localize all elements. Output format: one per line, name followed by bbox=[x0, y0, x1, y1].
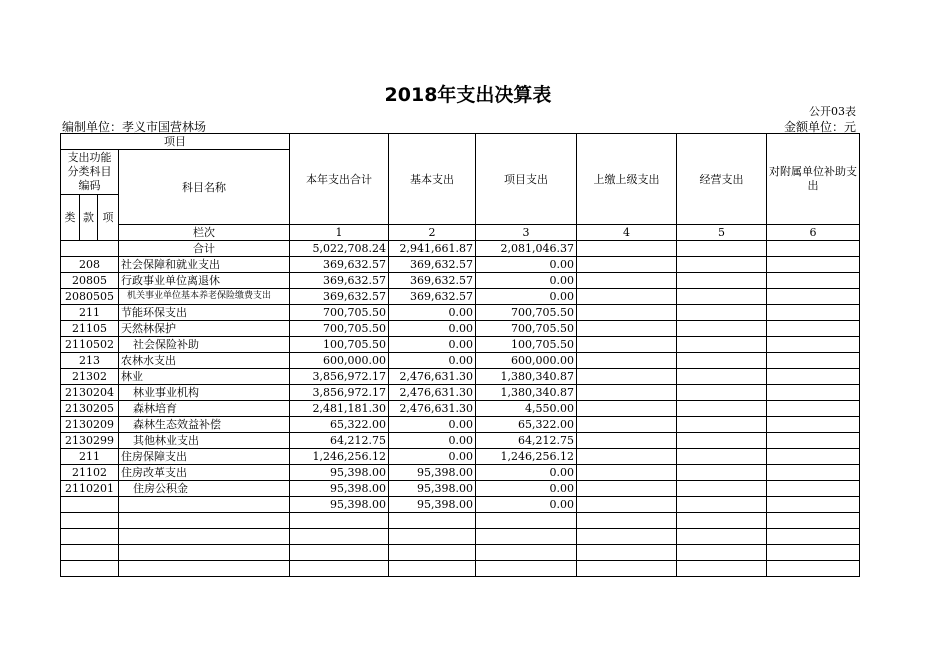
empty-cell bbox=[767, 465, 860, 481]
row-basic: 0.00 bbox=[389, 337, 476, 353]
row-subject-name: 森林培育 bbox=[119, 401, 290, 417]
row-basic: 0.00 bbox=[389, 449, 476, 465]
row-basic: 2,476,631.30 bbox=[389, 401, 476, 417]
row-project: 0.00 bbox=[476, 465, 577, 481]
row-total: 369,632.57 bbox=[290, 257, 389, 273]
amount-unit: 金额单位：元 bbox=[783, 120, 856, 134]
empty-cell bbox=[767, 385, 860, 401]
empty-cell bbox=[577, 369, 677, 385]
empty-cell bbox=[119, 561, 290, 577]
table-row bbox=[61, 305, 860, 321]
header-subject-name: 科目名称 bbox=[119, 150, 290, 225]
row-basic: 0.00 bbox=[389, 433, 476, 449]
row-basic: 369,632.57 bbox=[389, 289, 476, 305]
row-code: 208 bbox=[61, 257, 119, 273]
row-total: 369,632.57 bbox=[290, 273, 389, 289]
row-subject-name: 其他林业支出 bbox=[119, 433, 290, 449]
empty-cell bbox=[290, 513, 389, 529]
row-subject-name bbox=[119, 497, 290, 513]
row-code: 2130204 bbox=[61, 385, 119, 401]
row-subject-name: 林业事业机构 bbox=[119, 385, 290, 401]
empty-cell bbox=[290, 529, 389, 545]
row-project: 4,550.00 bbox=[476, 401, 577, 417]
empty-cell bbox=[677, 497, 767, 513]
header-project: 项目 bbox=[61, 134, 290, 150]
blank-row bbox=[61, 529, 860, 545]
empty-cell bbox=[577, 273, 677, 289]
empty-cell bbox=[61, 545, 119, 561]
row-total: 95,398.00 bbox=[290, 497, 389, 513]
row-total: 3,856,972.17 bbox=[290, 385, 389, 401]
row-basic: 2,476,631.30 bbox=[389, 369, 476, 385]
col-num: 3 bbox=[476, 225, 577, 241]
empty-cell bbox=[61, 513, 119, 529]
empty-cell bbox=[767, 513, 860, 529]
row-subject-name: 农林水支出 bbox=[119, 353, 290, 369]
row-basic: 369,632.57 bbox=[389, 257, 476, 273]
header-kuan: 款 bbox=[80, 195, 98, 241]
empty-cell bbox=[577, 305, 677, 321]
row-total: 64,212.75 bbox=[290, 433, 389, 449]
expenditure-table bbox=[60, 133, 860, 577]
table-row bbox=[61, 401, 860, 417]
empty-cell bbox=[677, 305, 767, 321]
empty-cell bbox=[577, 353, 677, 369]
empty-cell bbox=[767, 257, 860, 273]
empty-cell bbox=[389, 561, 476, 577]
empty-cell bbox=[577, 433, 677, 449]
empty-cell bbox=[61, 529, 119, 545]
table-row bbox=[61, 449, 860, 465]
row-subject-name: 社会保险补助 bbox=[119, 337, 290, 353]
empty-cell bbox=[577, 289, 677, 305]
empty-cell bbox=[767, 273, 860, 289]
empty-cell bbox=[577, 513, 677, 529]
header-total: 本年支出合计 bbox=[290, 134, 389, 225]
empty-cell bbox=[677, 529, 767, 545]
blank-row bbox=[61, 561, 860, 577]
row-code: 211 bbox=[61, 449, 119, 465]
row-project: 100,705.50 bbox=[476, 337, 577, 353]
row-project: 0.00 bbox=[476, 289, 577, 305]
total-project: 2,081,046.37 bbox=[476, 241, 577, 257]
table-row bbox=[61, 385, 860, 401]
empty-cell bbox=[389, 513, 476, 529]
row-project: 700,705.50 bbox=[476, 321, 577, 337]
row-subject-name: 森林生态效益补偿 bbox=[119, 417, 290, 433]
header-lei: 类 bbox=[61, 195, 80, 241]
empty-cell bbox=[677, 561, 767, 577]
empty-cell bbox=[677, 385, 767, 401]
row-project: 1,380,340.87 bbox=[476, 369, 577, 385]
empty-cell bbox=[767, 481, 860, 497]
empty-cell bbox=[577, 529, 677, 545]
empty-cell bbox=[767, 497, 860, 513]
empty-cell bbox=[767, 353, 860, 369]
empty-cell bbox=[677, 241, 767, 257]
row-basic: 0.00 bbox=[389, 353, 476, 369]
row-total: 700,705.50 bbox=[290, 305, 389, 321]
row-basic: 2,476,631.30 bbox=[389, 385, 476, 401]
empty-cell bbox=[577, 321, 677, 337]
row-total: 3,856,972.17 bbox=[290, 369, 389, 385]
row-subject-name: 天然林保护 bbox=[119, 321, 290, 337]
header-column-order: 栏次 bbox=[119, 225, 290, 241]
row-code: 2110502 bbox=[61, 337, 119, 353]
total-code-cell bbox=[61, 241, 119, 257]
empty-cell bbox=[677, 321, 767, 337]
row-total: 100,705.50 bbox=[290, 337, 389, 353]
row-subject-name: 住房改革支出 bbox=[119, 465, 290, 481]
row-code bbox=[61, 497, 119, 513]
empty-cell bbox=[767, 529, 860, 545]
row-project: 65,322.00 bbox=[476, 417, 577, 433]
empty-cell bbox=[577, 497, 677, 513]
row-code: 21102 bbox=[61, 465, 119, 481]
table-row bbox=[61, 353, 860, 369]
row-project: 0.00 bbox=[476, 497, 577, 513]
empty-cell bbox=[767, 321, 860, 337]
empty-cell bbox=[767, 545, 860, 561]
empty-cell bbox=[577, 545, 677, 561]
table-row bbox=[61, 337, 860, 353]
row-code: 2130205 bbox=[61, 401, 119, 417]
row-project: 0.00 bbox=[476, 273, 577, 289]
row-subject-name: 林业 bbox=[119, 369, 290, 385]
empty-cell bbox=[677, 401, 767, 417]
empty-cell bbox=[577, 417, 677, 433]
empty-cell bbox=[119, 529, 290, 545]
empty-cell bbox=[290, 561, 389, 577]
empty-cell bbox=[767, 289, 860, 305]
header-project-expense: 项目支出 bbox=[476, 134, 577, 225]
page-title: 2018年支出决算表 bbox=[384, 84, 552, 106]
table-row bbox=[61, 433, 860, 449]
empty-cell bbox=[767, 305, 860, 321]
row-code: 20805 bbox=[61, 273, 119, 289]
empty-cell bbox=[767, 401, 860, 417]
empty-cell bbox=[677, 465, 767, 481]
empty-cell bbox=[767, 561, 860, 577]
total-basic: 2,941,661.87 bbox=[389, 241, 476, 257]
table-row bbox=[61, 257, 860, 273]
header-basic: 基本支出 bbox=[389, 134, 476, 225]
compiling-unit: 编制单位：孝义市国营林场 bbox=[62, 120, 207, 134]
form-number: 公开03表 bbox=[809, 105, 856, 118]
col-num: 1 bbox=[290, 225, 389, 241]
empty-cell bbox=[577, 241, 677, 257]
header-superior: 上缴上级支出 bbox=[577, 134, 677, 225]
row-project: 600,000.00 bbox=[476, 353, 577, 369]
empty-cell bbox=[577, 257, 677, 273]
row-code: 211 bbox=[61, 305, 119, 321]
empty-cell bbox=[577, 465, 677, 481]
empty-cell bbox=[767, 241, 860, 257]
empty-cell bbox=[577, 401, 677, 417]
row-subject-name: 节能环保支出 bbox=[119, 305, 290, 321]
empty-cell bbox=[767, 337, 860, 353]
empty-cell bbox=[677, 513, 767, 529]
empty-cell bbox=[677, 449, 767, 465]
empty-cell bbox=[677, 289, 767, 305]
empty-cell bbox=[677, 433, 767, 449]
row-code: 21105 bbox=[61, 321, 119, 337]
header-business: 经营支出 bbox=[677, 134, 767, 225]
row-basic: 95,398.00 bbox=[389, 481, 476, 497]
row-basic: 0.00 bbox=[389, 321, 476, 337]
row-total: 700,705.50 bbox=[290, 321, 389, 337]
row-total: 95,398.00 bbox=[290, 465, 389, 481]
empty-cell bbox=[677, 337, 767, 353]
table-row bbox=[61, 417, 860, 433]
empty-cell bbox=[476, 529, 577, 545]
row-project: 0.00 bbox=[476, 257, 577, 273]
row-basic: 0.00 bbox=[389, 417, 476, 433]
empty-cell bbox=[389, 545, 476, 561]
empty-cell bbox=[61, 561, 119, 577]
row-total: 65,322.00 bbox=[290, 417, 389, 433]
table-row bbox=[61, 497, 860, 513]
row-code: 2110201 bbox=[61, 481, 119, 497]
row-basic: 369,632.57 bbox=[389, 273, 476, 289]
empty-cell bbox=[767, 433, 860, 449]
empty-cell bbox=[577, 481, 677, 497]
empty-cell bbox=[677, 273, 767, 289]
empty-cell bbox=[577, 337, 677, 353]
table-row bbox=[61, 465, 860, 481]
empty-cell bbox=[577, 385, 677, 401]
row-subject-name: 行政事业单位离退休 bbox=[119, 273, 290, 289]
empty-cell bbox=[677, 545, 767, 561]
col-num: 5 bbox=[677, 225, 767, 241]
empty-cell bbox=[677, 481, 767, 497]
row-code: 21302 bbox=[61, 369, 119, 385]
table-row bbox=[61, 369, 860, 385]
row-basic: 0.00 bbox=[389, 305, 476, 321]
empty-cell bbox=[677, 257, 767, 273]
empty-cell bbox=[290, 545, 389, 561]
empty-cell bbox=[677, 353, 767, 369]
row-basic: 95,398.00 bbox=[389, 465, 476, 481]
col-num: 2 bbox=[389, 225, 476, 241]
empty-cell bbox=[767, 369, 860, 385]
col-num: 6 bbox=[767, 225, 860, 241]
empty-cell bbox=[677, 369, 767, 385]
header-subsidy: 对附属单位补助支出 bbox=[767, 134, 860, 225]
row-code: 2130299 bbox=[61, 433, 119, 449]
row-total: 369,632.57 bbox=[290, 289, 389, 305]
row-code: 2080505 bbox=[61, 289, 119, 305]
row-total: 1,246,256.12 bbox=[290, 449, 389, 465]
row-subject-name: 住房保障支出 bbox=[119, 449, 290, 465]
empty-cell bbox=[476, 513, 577, 529]
header-xiang: 项 bbox=[98, 195, 119, 241]
row-project: 0.00 bbox=[476, 481, 577, 497]
row-project: 700,705.50 bbox=[476, 305, 577, 321]
row-basic: 95,398.00 bbox=[389, 497, 476, 513]
row-code: 2130209 bbox=[61, 417, 119, 433]
blank-row bbox=[61, 513, 860, 529]
empty-cell bbox=[389, 529, 476, 545]
empty-cell bbox=[677, 417, 767, 433]
row-code: 213 bbox=[61, 353, 119, 369]
table-row bbox=[61, 481, 860, 497]
empty-cell bbox=[577, 561, 677, 577]
table-row bbox=[61, 321, 860, 337]
empty-cell bbox=[767, 449, 860, 465]
row-subject-name: 社会保障和就业支出 bbox=[119, 257, 290, 273]
row-total: 95,398.00 bbox=[290, 481, 389, 497]
col-num: 4 bbox=[577, 225, 677, 241]
row-total: 600,000.00 bbox=[290, 353, 389, 369]
total-label: 合计 bbox=[119, 241, 290, 257]
table-row bbox=[61, 273, 860, 289]
blank-row bbox=[61, 545, 860, 561]
row-project: 1,246,256.12 bbox=[476, 449, 577, 465]
row-project: 64,212.75 bbox=[476, 433, 577, 449]
row-project: 1,380,340.87 bbox=[476, 385, 577, 401]
empty-cell bbox=[476, 561, 577, 577]
empty-cell bbox=[119, 513, 290, 529]
row-total: 2,481,181.30 bbox=[290, 401, 389, 417]
empty-cell bbox=[119, 545, 290, 561]
row-subject-name: 机关事业单位基本养老保险缴费支出 bbox=[119, 289, 290, 305]
header-func-code: 支出功能分类科目编码 bbox=[61, 150, 119, 195]
empty-cell bbox=[767, 417, 860, 433]
table-row bbox=[61, 289, 860, 305]
empty-cell bbox=[476, 545, 577, 561]
row-subject-name: 住房公积金 bbox=[119, 481, 290, 497]
total-sum: 5,022,708.24 bbox=[290, 241, 389, 257]
empty-cell bbox=[577, 449, 677, 465]
